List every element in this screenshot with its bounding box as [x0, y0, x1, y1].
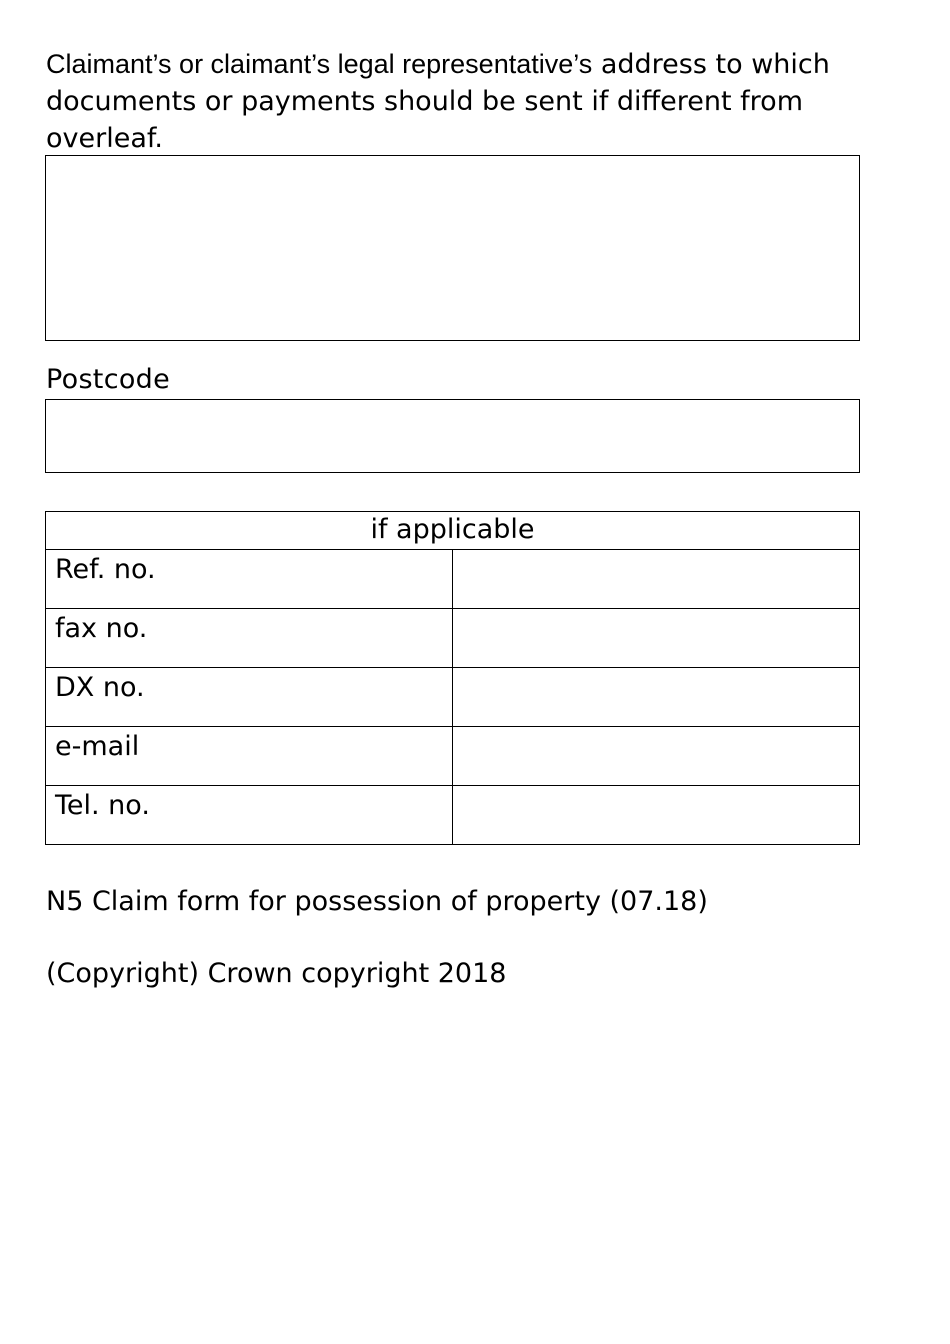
if-applicable-header: if applicable: [46, 512, 860, 550]
form-name-footer: N5 Claim form for possession of property (07.18): [46, 886, 708, 917]
postcode-label: Postcode: [46, 364, 171, 395]
tel-no-label: Tel. no.: [46, 786, 453, 845]
contact-details-table: [45, 511, 860, 845]
tel-no-field[interactable]: [453, 786, 860, 845]
heading-lead-text: Claimant’s or claimant’s legal representative’s: [46, 49, 593, 79]
table-header-row: [46, 512, 860, 550]
heading-rest-text: address to which documents or payments should be sent if different from overleaf.: [46, 49, 830, 154]
email-label: e-mail: [46, 727, 453, 786]
email-field[interactable]: [453, 727, 860, 786]
fax-no-field[interactable]: [453, 609, 860, 668]
dx-no-label: DX no.: [46, 668, 453, 727]
table-row: [46, 609, 860, 668]
fax-no-label: fax no.: [46, 609, 453, 668]
table-row: [46, 668, 860, 727]
address-field[interactable]: [45, 155, 860, 341]
ref-no-label: Ref. no.: [46, 550, 453, 609]
ref-no-field[interactable]: [453, 550, 860, 609]
table-row: [46, 727, 860, 786]
table-row: [46, 786, 860, 845]
table-row: [46, 550, 860, 609]
copyright-footer: (Copyright) Crown copyright 2018: [46, 958, 507, 989]
dx-no-field[interactable]: [453, 668, 860, 727]
address-instructions-heading: [46, 46, 876, 157]
postcode-field[interactable]: [45, 399, 860, 473]
